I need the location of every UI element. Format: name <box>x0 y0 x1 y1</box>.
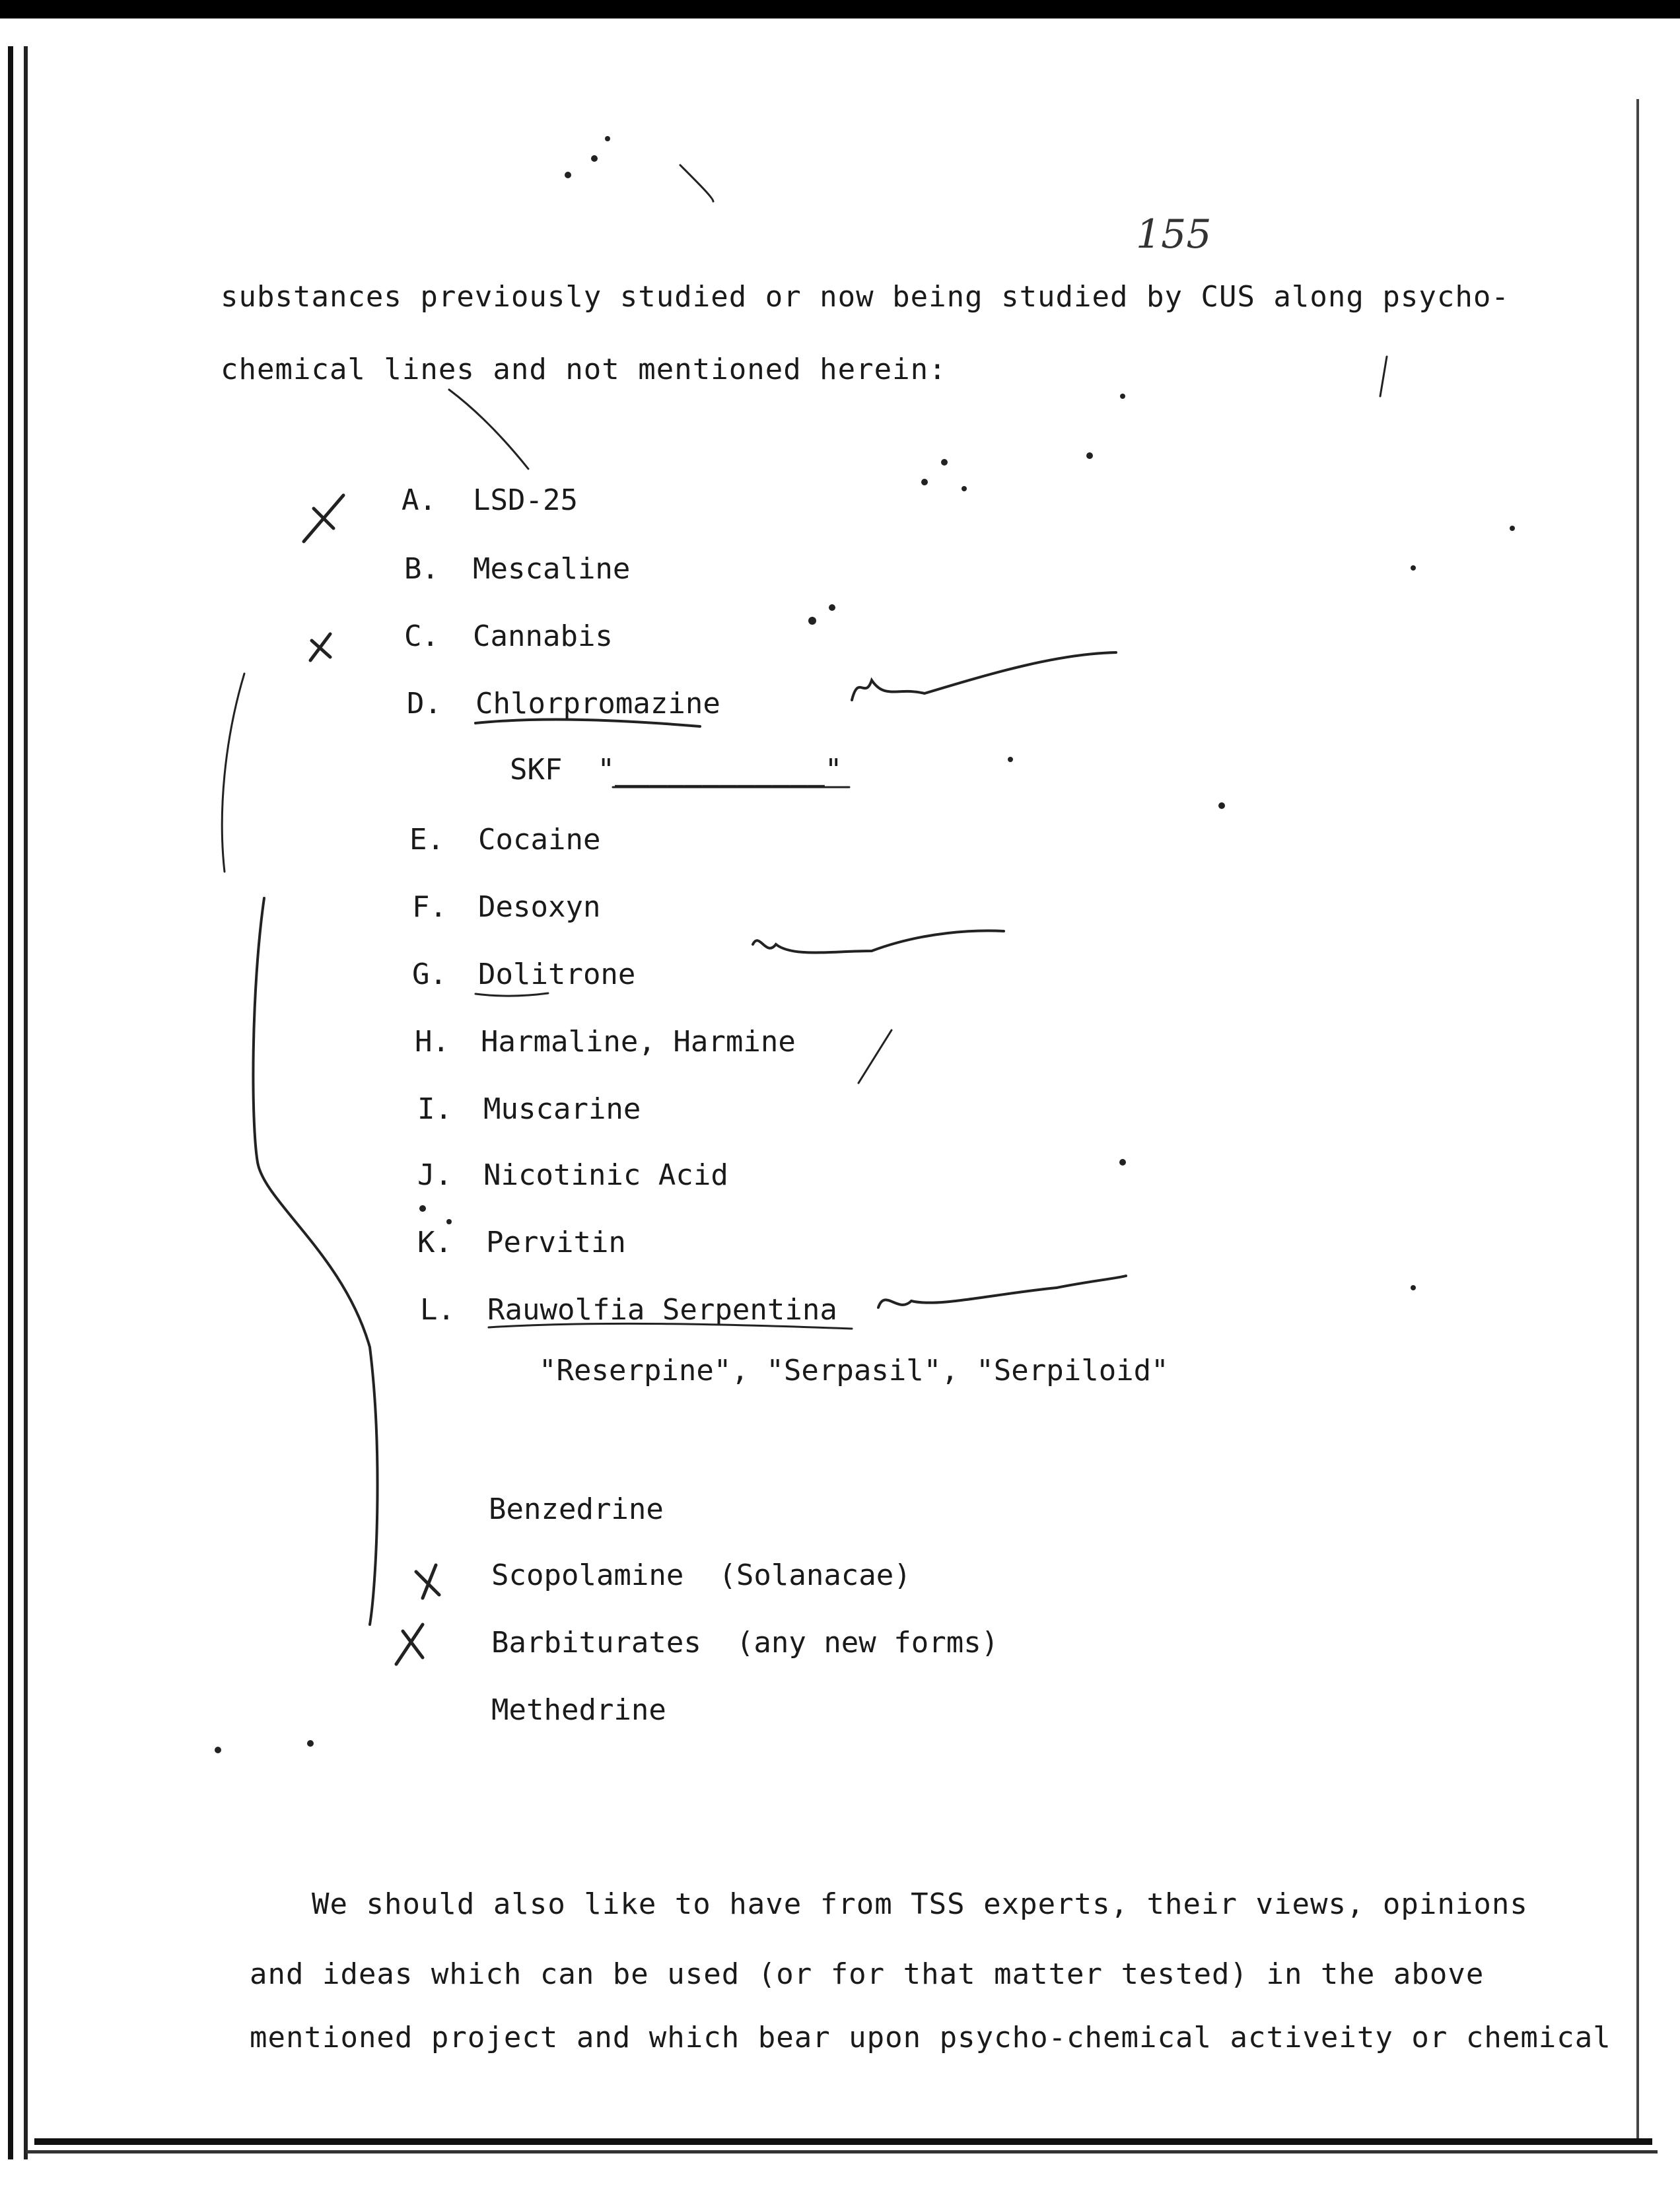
item-letter: G. <box>412 958 447 991</box>
list-item: Benzedrine <box>489 1492 664 1526</box>
item-text: SKF "____________" <box>510 753 843 787</box>
handwritten-page-number: 155 <box>1136 211 1212 258</box>
item-text: Muscarine <box>483 1092 641 1126</box>
item-text: Cannabis <box>473 619 613 653</box>
intro-line-2: chemical lines and not mentioned herein: <box>221 353 947 386</box>
item-text: Desoxyn <box>478 890 601 924</box>
item-letter: K. <box>417 1226 452 1259</box>
closing-line-2: and ideas which can be used (or for that matter tested) in the above <box>250 1957 1485 1991</box>
item-text: Cocaine <box>478 823 601 857</box>
item-letter: A. <box>402 483 437 517</box>
item-text: Harmaline, Harmine <box>481 1025 796 1059</box>
item-letter: C. <box>404 619 439 653</box>
item-text: Dolitrone <box>478 958 636 991</box>
item-letter: J. <box>417 1158 452 1192</box>
closing-line-1: We should also like to have from TSS experts, their views, opinions <box>312 1887 1528 1921</box>
item-letter: I. <box>417 1092 452 1126</box>
rauwolfia-subtypes: "Reserpine", "Serpasil", "Serpiloid" <box>539 1354 1169 1387</box>
item-text: Nicotinic Acid <box>483 1158 728 1192</box>
item-letter: D. <box>407 687 442 720</box>
item-text: Chlorpromazine <box>475 687 720 720</box>
item-letter: E. <box>409 823 444 857</box>
item-text: Mescaline <box>473 552 631 586</box>
list-item: Scopolamine (Solanacae) <box>491 1558 911 1592</box>
item-text: Pervitin <box>486 1226 626 1259</box>
list-item: Methedrine <box>491 1693 666 1727</box>
list-item: Barbiturates (any new forms) <box>491 1626 999 1660</box>
closing-line-3: mentioned project and which bear upon psycho-chemical activeity or chemical <box>250 2021 1611 2054</box>
item-text: Rauwolfia Serpentina <box>487 1293 837 1327</box>
item-letter: B. <box>404 552 439 586</box>
item-text: LSD-25 <box>473 483 578 517</box>
item-letter: F. <box>412 890 447 924</box>
intro-line-1: substances previously studied or now being studied by CUS along psycho- <box>221 280 1510 314</box>
item-letter: H. <box>415 1025 450 1059</box>
item-letter: L. <box>420 1293 455 1327</box>
